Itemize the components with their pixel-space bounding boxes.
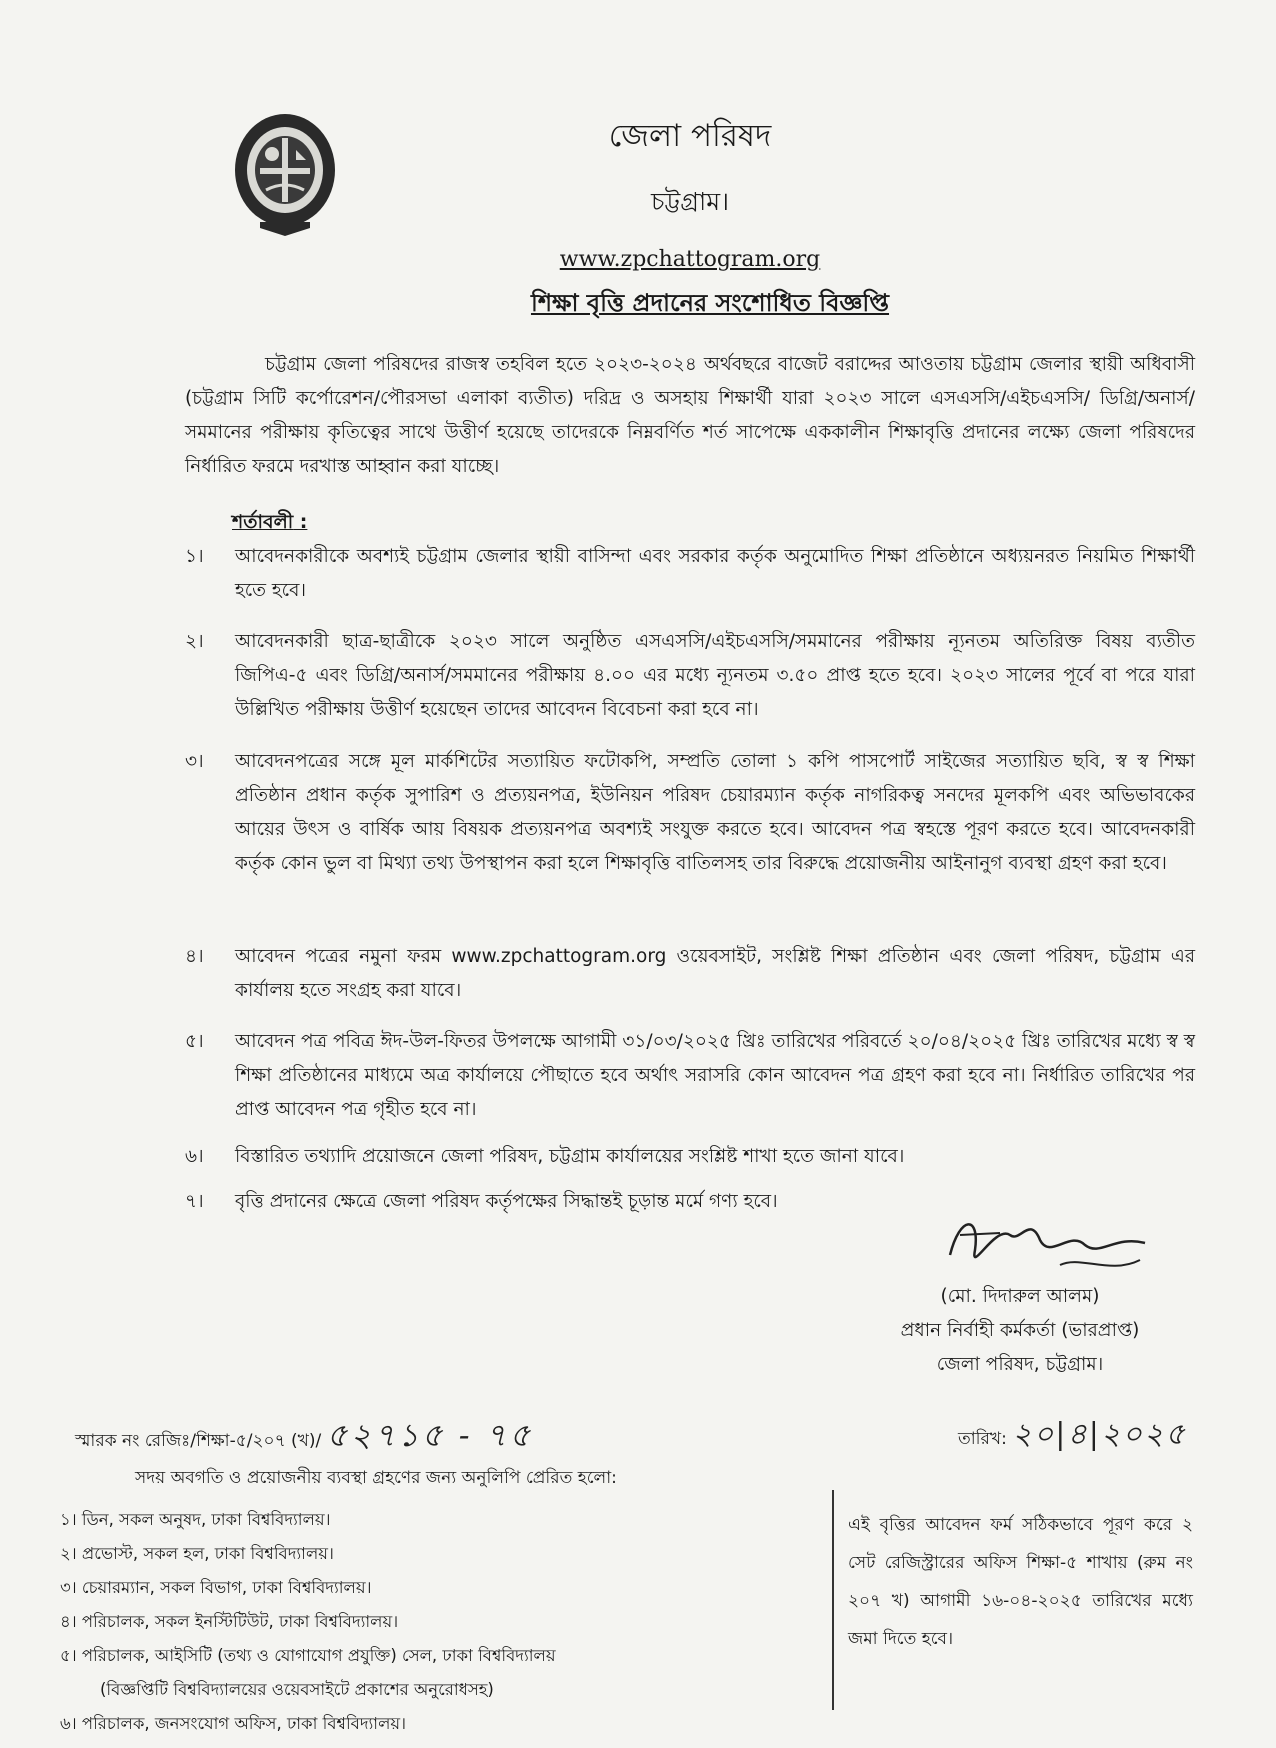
terms-heading-text: শর্তাবলী [232, 511, 294, 533]
condition-number: ৩। [185, 751, 204, 772]
list-item [60, 1605, 760, 1639]
org-city: চট্টগ্রাম। [650, 187, 730, 216]
condition-item [185, 540, 1195, 608]
website-link[interactable]: www.zpchattogram.org [559, 247, 821, 272]
condition-number: ৭। [185, 1191, 204, 1212]
list-item [60, 1503, 760, 1537]
memo-reference-label: স্মারক নং রেজিঃ/শিক্ষা-৫/২০৭ (খ)/ [75, 1431, 322, 1451]
condition-item [185, 940, 1195, 1008]
signatory-name: (মো. দিদারুল আলম) [940, 1286, 1100, 1307]
copy-recipient-note: (বিজ্ঞপ্তিটি বিশ্ববিদ্যালয়ের ওয়েবসাইটে প্রকাশের অনুরোধসহ) [100, 1680, 494, 1699]
list-item [60, 1707, 760, 1741]
copy-recipient: ৫। পরিচালক, আইসিটি (তথ্য ও যোগাযোগ প্রযুক্তি) সেল, ঢাকা বিশ্ববিদ্যালয় [60, 1646, 556, 1665]
submission-note: এই বৃত্তির আবেদন ফর্ম সঠিকভাবে পূরণ করে ২ সেট রেজিস্ট্রারের অফিস শিক্ষা-৫ শাখায় (রুম নং ২০৭ খ) আগামী ১৬-০৪-২০২৫ তারিখের মধ্যে জমা দিতে হবে। [848, 1515, 1193, 1649]
memo-reference-number: ৫২৭১৫ - ৭৫ [326, 1416, 534, 1454]
copies-list [60, 1503, 760, 1741]
condition-item [185, 625, 1195, 727]
condition-item [185, 1025, 1195, 1127]
notice-title: শিক্ষা বৃত্তি প্রদানের সংশোধিত বিজ্ঞপ্তি [530, 289, 890, 317]
condition-number: ৫। [185, 1031, 204, 1052]
condition-number: ১। [185, 546, 204, 567]
list-item [60, 1639, 760, 1707]
signatory-office: জেলা পরিষদ, চট্টগ্রাম। [936, 1354, 1104, 1375]
divider [832, 1490, 834, 1710]
condition-number: ৬। [185, 1146, 204, 1167]
signatory-title: প্রধান নির্বাহী কর্মকর্তা (ভারপ্রাপ্ত) [900, 1320, 1140, 1341]
copy-recipient: ৪। পরিচালক, সকল ইনস্টিটিউট, ঢাকা বিশ্ববিদ্যালয়। [60, 1612, 399, 1631]
list-item [60, 1537, 760, 1571]
copy-recipient: ৬। পরিচালক, জনসংযোগ অফিস, ঢাকা বিশ্ববিদ্যালয়। [60, 1714, 407, 1733]
condition-text: বৃত্তি প্রদানের ক্ষেত্রে জেলা পরিষদ কর্তৃপক্ষের সিদ্ধান্তই চূড়ান্ত মর্মে গণ্য হবে। [235, 1191, 778, 1212]
copy-recipient: ১। ডিন, সকল অনুষদ, ঢাকা বিশ্ববিদ্যালয়। [60, 1510, 331, 1529]
condition-text: আবেদনপত্রের সঙ্গে মূল মার্কশিটের সত্যায়িত ফটোকপি, সম্প্রতি তোলা ১ কপি পাসপোর্ট সাইজের সত্যায়িত ছবি, স্ব স্ব শিক্ষা প্রতিষ্ঠান প্রধান কর্তৃক সুপারিশ ও প্রত্যয়নপত্র, ইউনিয়ন পরিষদ চেয়ারম্যান কর্তৃক নাগরিকত্ব সনদের মূলকপি এবং অভিভাবকের আয়ের উৎস ও বার্ষিক আয় বিষয়ক প্রত্যয়নপত্র অবশ্যই সংযুক্ত করতে হবে। আবেদন পত্র স্বহস্তে পূরণ করতে হবে। আবেদনকারী কর্তৃক কোন ভুল বা মিথ্যা তথ্য উপস্থাপন করা হলে শিক্ষাবৃত্তি বাতিলসহ তার বিরুদ্ধে প্রয়োজনীয় আইনানুগ ব্যবস্থা গ্রহণ করা হবে। [235, 751, 1195, 874]
condition-text: আবেদন পত্রের নমুনা ফরম www.zpchattogram.org ওয়েবসাইট, সংশ্লিষ্ট শিক্ষা প্রতিষ্ঠান এবং জেলা পরিষদ, চট্টগ্রাম এর কার্যালয় হতে সংগ্রহ করা যাবে। [235, 946, 1195, 1001]
condition-text: আবেদনকারী ছাত্র-ছাত্রীকে ২০২৩ সালে অনুষ্ঠিত এসএসসি/এইচএসসি/সমমানের পরীক্ষায় ন্যূনতম অতিরিক্ত বিষয় ব্যতীত জিপিএ-৫ এবং ডিগ্রি/অনার্স/সমমানের পরীক্ষায় ৪.০০ এর মধ্যে ন্যূনতম ৩.৫০ প্রাপ্ত হতে হবে। ২০২৩ সালের পূর্বে বা পরে যারা উল্লিখিত পরীক্ষায় উত্তীর্ণ হয়েছেন তাদের আবেদন বিবেচনা করা হবে না। [235, 631, 1195, 720]
memo-date [958, 1410, 1187, 1461]
copy-recipient: ৩। চেয়ারম্যান, সকল বিভাগ, ঢাকা বিশ্ববিদ্যালয়। [60, 1578, 372, 1597]
intro-paragraph: চট্টগ্রাম জেলা পরিষদের রাজস্ব তহবিল হতে ২০২৩-২০২৪ অর্থবছরে বাজেট বরাদ্দের আওতায় চট্টগ্রাম জেলার স্থায়ী অধিবাসী (চট্টগ্রাম সিটি কর্পোরেশন/পৌরসভা এলাকা ব্যতীত) দরিদ্র ও অসহায় শিক্ষার্থী যারা ২০২৩ সালে এসএসসি/এইচএসসি/ ডিগ্রি/অনার্স/সমমানের পরীক্ষায় কৃতিত্বের সাথে উত্তীর্ণ হয়েছে তাদেরকে নিম্নবর্ণিত শর্ত সাপেক্ষে এককালীন শিক্ষাবৃত্তি প্রদানের লক্ষ্যে জেলা পরিষদের নির্ধারিত ফরমে দরখাস্ত আহ্বান করা যাচ্ছে। [185, 354, 1195, 477]
copies-heading: সদয় অবগতি ও প্রয়োজনীয় ব্যবস্থা গ্রহণের জন্য অনুলিপি প্রেরিত হলো: [135, 1468, 617, 1488]
condition-item [185, 745, 1195, 881]
list-item [60, 1571, 760, 1605]
terms-heading-colon: : [293, 511, 308, 533]
district-council-seal-icon [230, 110, 340, 238]
condition-text: আবেদনকারীকে অবশ্যই চট্টগ্রাম জেলার স্থায়ী বাসিন্দা এবং সরকার কর্তৃক অনুমোদিত শিক্ষা প্রতিষ্ঠানে অধ্যয়নরত নিয়মিত শিক্ষার্থী হতে হবে। [235, 546, 1195, 601]
memo-date-label: তারিখ: [958, 1429, 1007, 1449]
letterhead [520, 112, 860, 272]
condition-text: বিস্তারিত তথ্যাদি প্রয়োজনে জেলা পরিষদ, চট্টগ্রাম কার্যালয়ের সংশ্লিষ্ট শাখা হতে জানা যাবে। [235, 1146, 905, 1167]
memo-reference [75, 1410, 533, 1464]
condition-number: ২। [185, 631, 204, 652]
org-name: জেলা পরিষদ [608, 118, 772, 154]
condition-number: ৪। [185, 946, 204, 967]
signature-block [860, 1280, 1180, 1382]
signature-icon [940, 1205, 1160, 1283]
terms-heading [232, 508, 307, 540]
condition-item [185, 1140, 1195, 1174]
condition-text: আবেদন পত্র পবিত্র ঈদ-উল-ফিতর উপলক্ষে আগামী ৩১/০৩/২০২৫ খ্রিঃ তারিখের পরিবর্তে ২০/০৪/২০২৫ খ্রিঃ তারিখের মধ্যে স্ব স্ব শিক্ষা প্রতিষ্ঠানের মাধ্যমে অত্র কার্যালয়ে পৌছাতে হবে অর্থাৎ সরাসরি কোন আবেদন পত্র গ্রহণ করা হবে না। নির্ধারিত তারিখের পর প্রাপ্ত আবেদন পত্র গৃহীত হবে না। [235, 1031, 1195, 1120]
copy-recipient: ২। প্রভোস্ট, সকল হল, ঢাকা বিশ্ববিদ্যালয়। [60, 1544, 334, 1563]
memo-date-value: ২০|৪|২০২৫ [1012, 1417, 1187, 1452]
